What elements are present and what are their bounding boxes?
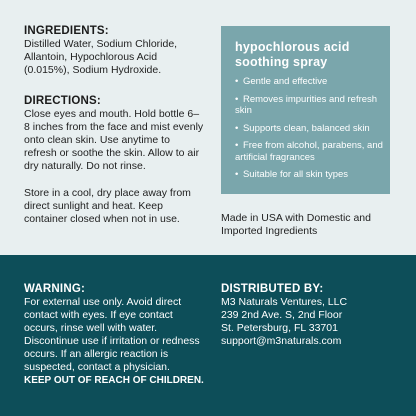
feature-text: Removes impurities and refresh skin — [235, 93, 378, 116]
warning-heading: WARNING: — [24, 283, 86, 295]
product-title: hypochlorous acid soothing spray — [235, 40, 350, 69]
feature-text: Gentle and effective — [242, 76, 328, 87]
warning-text: For external use only. Avoid direct contact with eyes. If eye contact occurs, rinse well with water. Discontinue use if irritation or redness occurs. If an allergic reaction is suspected, contact a physician. — [24, 296, 200, 373]
bullet-icon: • — [235, 140, 239, 151]
warning-emphasis: KEEP OUT OF REACH OF CHILDREN. — [24, 375, 204, 386]
feature-text: Supports clean, balanced skin — [242, 122, 370, 134]
bullet-icon: • — [235, 122, 239, 134]
directions-text: Close eyes and mouth. Hold bottle 6–8 inches from the face and mist evenly onto clean skin. Use anytime to refresh or soothe the skin. Allow to air dry naturally. Do not rinse. — [24, 108, 204, 172]
storage-text: Store in a cool, dry place away from direct sunlight and heat. Keep container closed when not in use. — [24, 187, 191, 225]
bullet-icon: • — [235, 76, 239, 87]
storage-block — [24, 187, 194, 226]
bullet-icon: • — [235, 93, 239, 105]
product-info-panel — [221, 26, 390, 194]
distributor-block — [221, 282, 396, 348]
feature-item — [235, 76, 383, 88]
directions-heading: DIRECTIONS: — [24, 95, 101, 107]
bullet-icon: • — [235, 169, 239, 180]
feature-list — [235, 76, 383, 187]
ingredients-heading: INGREDIENTS: — [24, 25, 109, 37]
feature-item — [235, 169, 383, 181]
feature-item — [235, 140, 383, 163]
ingredients-block — [24, 24, 204, 77]
ingredients-text: Distilled Water, Sodium Chloride, Allantoin, Hypochlorous Acid (0.015%), Sodium Hydroxide. — [24, 38, 178, 76]
label-bottom-section — [0, 255, 416, 416]
distributor-address-line1: 239 2nd Ave. S, 2nd Floor — [221, 309, 343, 321]
feature-item — [235, 94, 383, 117]
feature-text: Free from alcohol, parabens, and artificial fragrances — [235, 140, 383, 163]
feature-item — [235, 123, 383, 135]
distributor-heading: DISTRIBUTED BY: — [221, 283, 324, 295]
feature-text: Suitable for all skin types — [242, 169, 349, 180]
made-in-statement: Made in USA with Domestic and Imported Ingredients — [221, 212, 371, 237]
distributor-address-line2: St. Petersburg, FL 33701 — [221, 322, 338, 334]
directions-block — [24, 94, 204, 173]
distributor-name: M3 Naturals Ventures, LLC — [221, 296, 348, 308]
warning-block — [24, 282, 209, 387]
distributor-email: support@m3naturals.com — [221, 335, 342, 347]
